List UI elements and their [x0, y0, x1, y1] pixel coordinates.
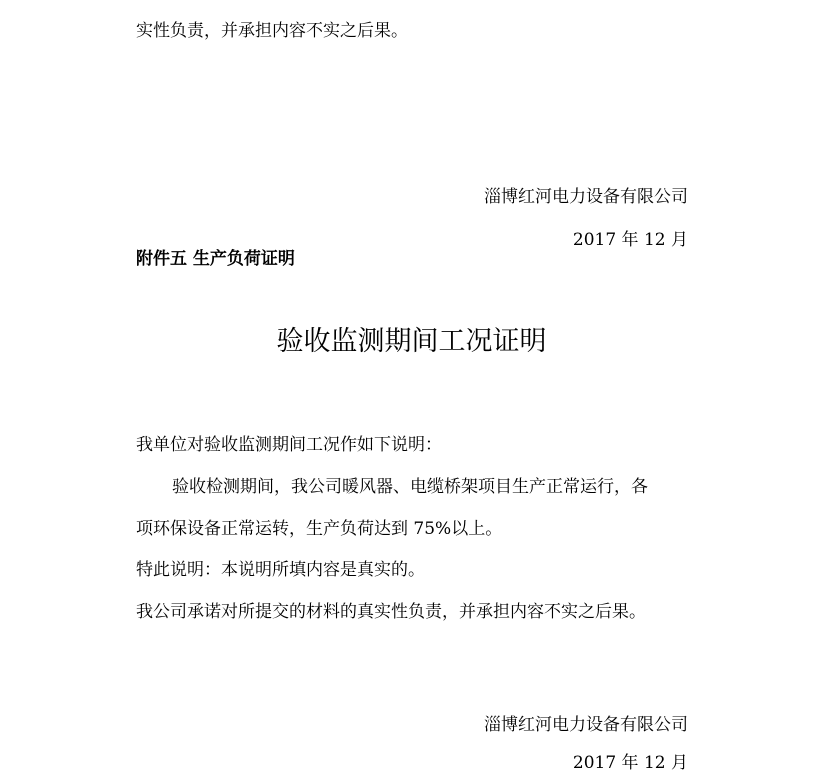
commitment-line: 我公司承诺对所提交的材料的真实性负责，并承担内容不实之后果。: [136, 602, 646, 622]
previous-signature-date: 2017 年 12 月: [572, 230, 688, 250]
signature-company: 淄博红河电力设备有限公司: [484, 715, 688, 735]
signature-date: 2017 年 12 月: [572, 753, 688, 773]
carryover-text-line: 实性负责，并承担内容不实之后果。: [136, 21, 408, 41]
special-note-line: 特此说明：本说明所填内容是真实的。: [136, 560, 425, 580]
document-title: 验收监测期间工况证明: [276, 326, 547, 357]
body-paragraph-line-2: 项环保设备正常运转，生产负荷达到 75%以上。: [136, 519, 503, 539]
previous-signature-company: 淄博红河电力设备有限公司: [484, 187, 688, 207]
attachment-heading: 附件五 生产负荷证明: [136, 249, 295, 269]
intro-line: 我单位对验收监测期间工况作如下说明：: [136, 435, 442, 455]
body-paragraph-line-1: 验收检测期间，我公司暖风器、电缆桥架项目生产正常运行，各: [172, 477, 648, 497]
